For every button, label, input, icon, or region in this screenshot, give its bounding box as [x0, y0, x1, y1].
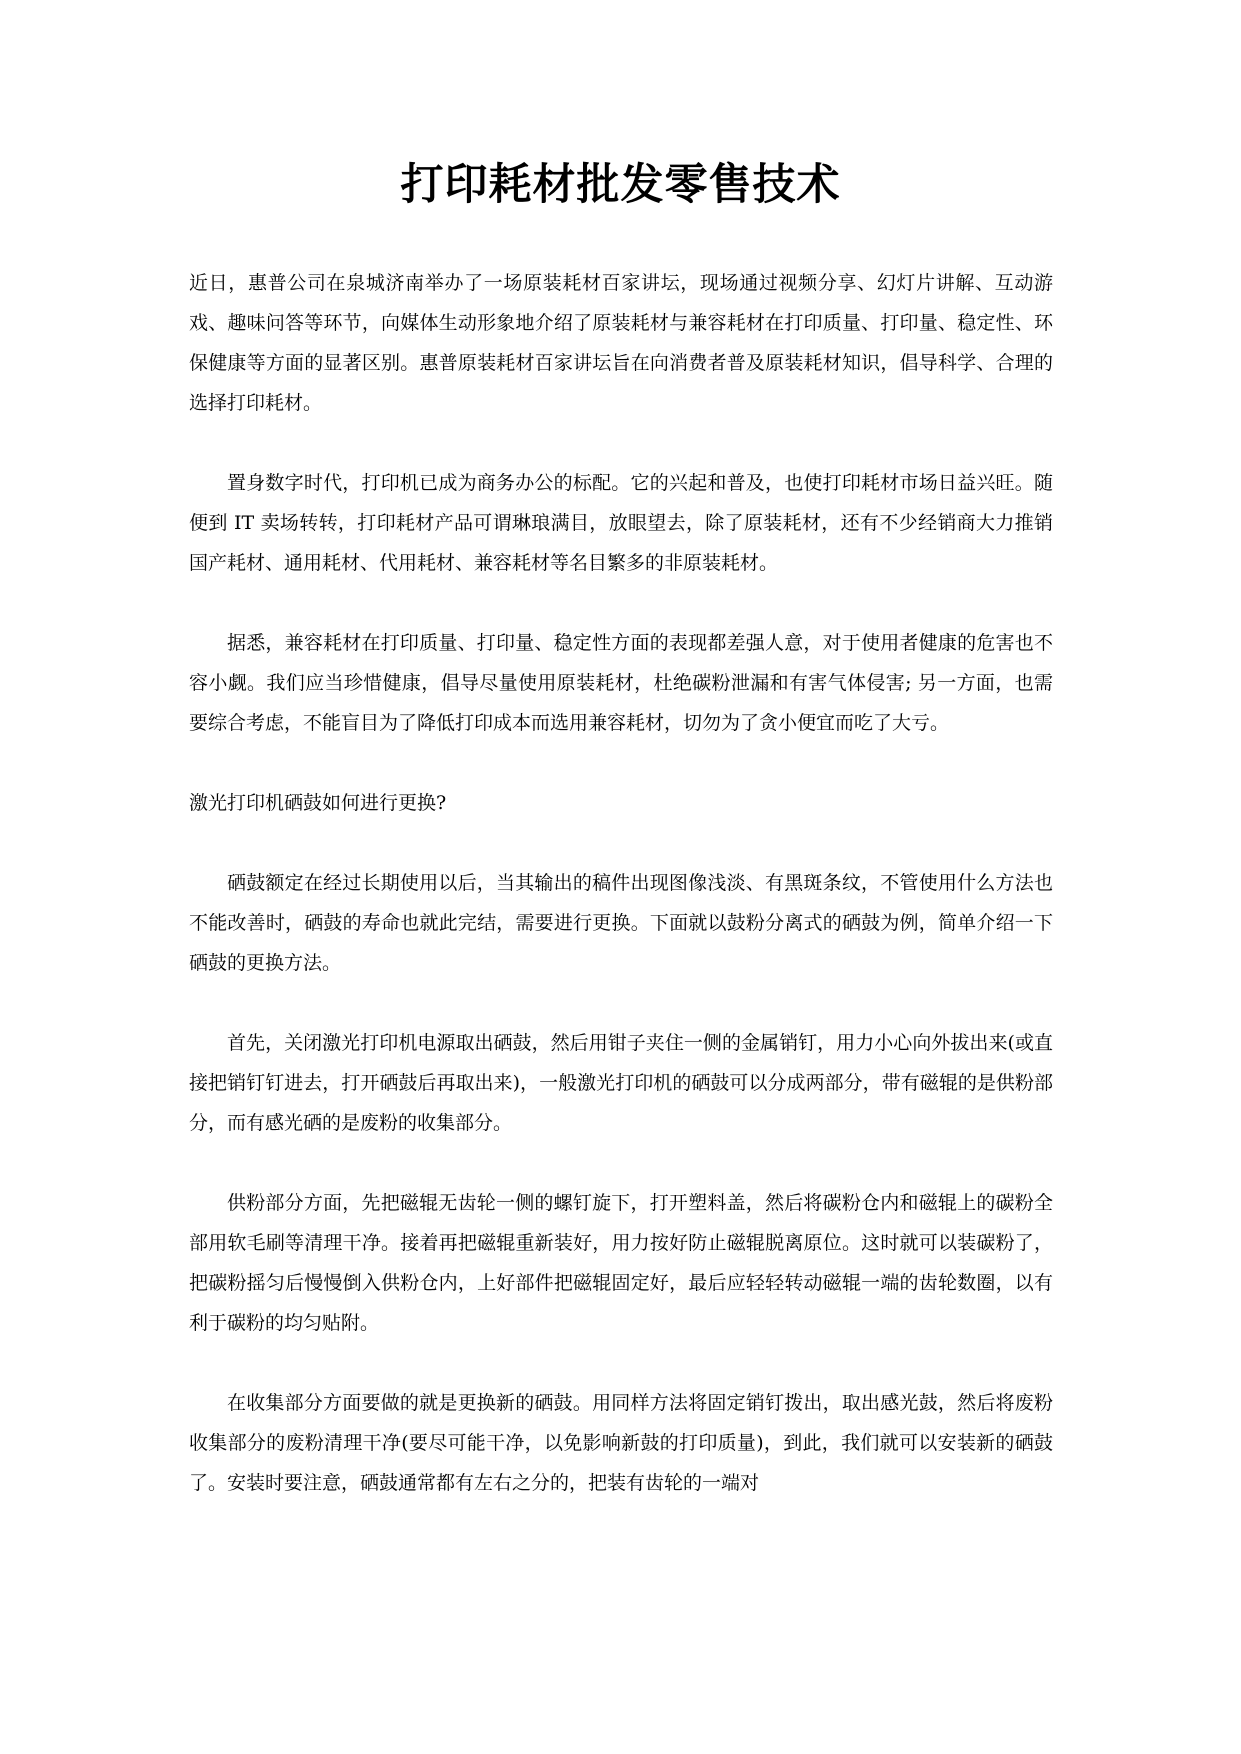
paragraph: 近日，惠普公司在泉城济南举办了一场原装耗材百家讲坛，现场通过视频分享、幻灯片讲解、互动游戏、趣味问答等环节，向媒体生动形象地介绍了原装耗材与兼容耗材在打印质量、打印量、稳定性、环保健康等方面的显著区别。惠普原装耗材百家讲坛旨在向消费者普及原装耗材知识，倡导科学、合理的选择打印耗材。 — [189, 272, 1053, 414]
document-title: 打印耗材批发零售技术 — [400, 160, 841, 210]
paragraph: 供粉部分方面，先把磁辊无齿轮一侧的螺钉旋下，打开塑料盖，然后将碳粉仓内和磁辊上的碳粉全部用软毛刷等清理干净。接着再把磁辊重新装好，用力按好防止磁辊脱离原位。这时就可以装碳粉了，把碳粉摇匀后慢慢倒入供粉仓内，上好部件把磁辊固定好，最后应轻轻转动磁辊一端的齿轮数圈，以有利于碳粉的均匀贴附。 — [189, 1192, 1053, 1334]
document-body — [189, 263, 1053, 1543]
paragraph: 据悉，兼容耗材在打印质量、打印量、稳定性方面的表现都差强人意，对于使用者健康的危害也不容小觑。我们应当珍惜健康，倡导尽量使用原装耗材，杜绝碳粉泄漏和有害气体侵害; 另一方面，也需要综合考虑，不能盲目为了降低打印成本而选用兼容耗材，切勿为了贪小便宜而吃了大亏。 — [189, 632, 1053, 734]
section-heading: 激光打印机硒鼓如何进行更换? — [189, 792, 447, 814]
paragraph: 在收集部分方面要做的就是更换新的硒鼓。用同样方法将固定销钉拨出，取出感光鼓，然后将废粉收集部分的废粉清理干净(要尽可能干净，以免影响新鼓的打印质量)，到此，我们就可以安装新的硒鼓了。安装时要注意，硒鼓通常都有左右之分的，把装有齿轮的一端对 — [189, 1392, 1053, 1494]
paragraph: 硒鼓额定在经过长期使用以后，当其输出的稿件出现图像浅淡、有黑斑条纹，不管使用什么方法也不能改善时，硒鼓的寿命也就此完结，需要进行更换。下面就以鼓粉分离式的硒鼓为例，简单介绍一下硒鼓的更换方法。 — [189, 872, 1053, 974]
paragraph: 首先，关闭激光打印机电源取出硒鼓，然后用钳子夹住一侧的金属销钉，用力小心向外拔出来(或直接把销钉钉进去，打开硒鼓后再取出来)，一般激光打印机的硒鼓可以分成两部分，带有磁辊的是供粉部分，而有感光硒的是废粉的收集部分。 — [189, 1032, 1053, 1134]
paragraph: 置身数字时代，打印机已成为商务办公的标配。它的兴起和普及，也使打印耗材市场日益兴旺。随便到 IT 卖场转转，打印耗材产品可谓琳琅满目，放眼望去，除了原装耗材，还有不少经销商大力推销国产耗材、通用耗材、代用耗材、兼容耗材等名目繁多的非原装耗材。 — [189, 472, 1053, 574]
